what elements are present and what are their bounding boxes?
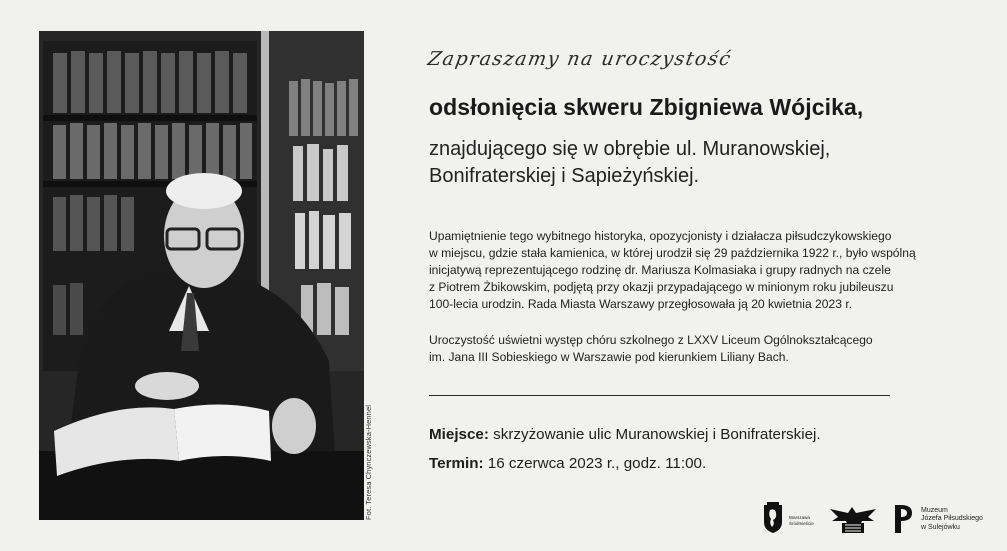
place-label: Miejsce: [429,426,489,443]
subtitle-line: Bonifraterskiej i Sapieżyńskiej. [429,165,700,187]
museum-pilsudski-logo [893,503,1003,537]
paragraph-line: Uroczystość uświetni występ chóru szkolnego z LXXV Liceum Ogólnokształcącego [429,333,873,347]
eagle-emblem-logo [828,503,878,536]
event-title: odsłonięcia skweru Zbigniewa Wójcika, [429,94,864,120]
paragraph-line: im. Jana III Sobieskiego w Warszawie pod kierunkiem Liliany Bach. [429,350,789,364]
museum-logo-line: w Sulejówku [921,523,960,531]
warsaw-logo-line: Warszawa [789,515,810,520]
warsaw-logo-text [789,515,814,526]
museum-logo-text [921,507,983,532]
paragraph-line: w miejscu, gdzie stała kamienica, w której urodził się 29 października 1922 r., było wspólną [429,246,916,260]
event-location-subtitle [429,136,949,190]
invitation-script-text: Zapraszamy na uroczystość [426,48,734,70]
place-value: skrzyżowanie ulic Muranowskiej i Bonifraterskiej. [488,426,821,443]
photo-credit: Fot. Teresa Chynczewska-Hennel [364,405,373,520]
description-paragraph [429,228,969,313]
place-detail [429,426,821,443]
paragraph-line: Upamiętnienie tego wybitnego historyka, opozycjonisty i działacza piłsudczykowskiego [429,229,892,243]
subtitle-line: znajdującego się w obrębie ul. Muranowskiej, [429,138,831,160]
paragraph-line: z Piotrem Żbikowskim, podjętą przy okazji przypadającego w minionym roku jubileuszu [429,280,894,294]
warsaw-crest-icon [763,502,783,534]
invitation-script-line [428,42,758,84]
museum-logo-line: Muzeum [921,507,948,514]
eagle-icon [828,503,878,536]
paragraph-line: inicjatywą reprezentującego rodzinę dr. Mariusza Kolmasiaka i grupy radnych na czele [429,263,891,277]
divider [429,395,890,396]
warsaw-logo-line: Śródmieście [789,520,814,526]
warsaw-srodmiescie-logo [763,502,823,536]
date-label: Termin: [429,455,484,472]
museum-logo-line: Józefa Piłsudskiego [921,515,983,523]
portrait-photo [39,31,364,520]
date-detail [429,455,706,472]
date-value: 16 czerwca 2023 r., godz. 11:00. [483,455,707,472]
paragraph-line: 100-lecia urodzin. Rada Miasta Warszawy przegłosowała ją 20 kwietnia 2023 r. [429,297,853,311]
portrait-illustration [39,31,364,520]
museum-p-icon [893,505,913,533]
choir-paragraph [429,332,969,366]
